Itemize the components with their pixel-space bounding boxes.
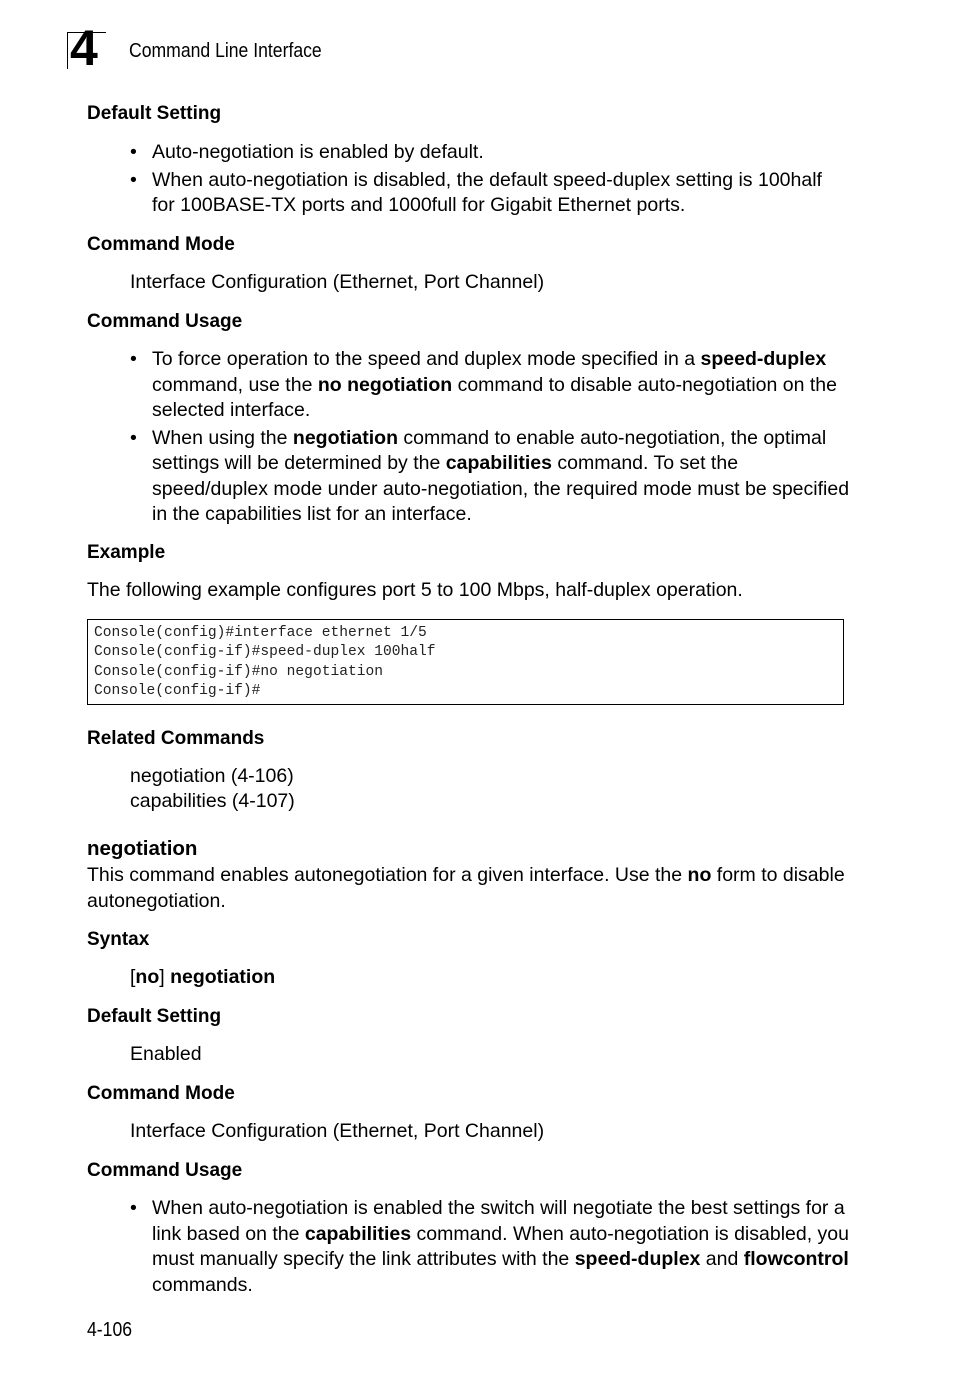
command-usage-heading: Command Usage xyxy=(87,311,243,332)
list-item: • To force operation to the speed and duplex mode specified in a speed-duplex command, use the no negotiation command to disable auto-negotiation on the selected interface. xyxy=(130,348,837,421)
command-name: negotiation xyxy=(292,426,398,449)
command-mode-heading-2: Command Mode xyxy=(87,1083,235,1104)
list-item: • When auto-negotiation is disabled, the default speed-duplex setting is 100half for 100BASE-TX ports and 1000full for Gigabit Ethernet ports. xyxy=(130,168,822,216)
code-line: Console(config-if)#speed-duplex 100half xyxy=(94,644,436,661)
command-mode-text-2: Interface Configuration (Ethernet, Port Channel) xyxy=(130,1120,545,1142)
page-number: 4-106 xyxy=(87,1319,133,1341)
command-name: capabilities xyxy=(304,1222,412,1245)
command-mode-heading: Command Mode xyxy=(87,234,235,255)
chapter-title: Command Line Interface xyxy=(129,40,322,62)
syntax-text: [no] negotiation xyxy=(130,966,276,988)
command-name: no negotiation xyxy=(317,373,453,396)
command-usage-list-2 xyxy=(130,1196,850,1298)
code-example xyxy=(87,619,844,705)
command-name: speed-duplex xyxy=(574,1248,701,1270)
default-setting-heading-2: Default Setting xyxy=(87,1006,222,1027)
related-command-link[interactable]: capabilities (4-107) xyxy=(130,790,295,812)
example-heading: Example xyxy=(87,542,166,563)
list-item: • Auto-negotiation is enabled by default. xyxy=(130,141,484,163)
list-item: • When using the negotiation command to enable auto-negotiation, the optimal settings will be determined by the capabilities command. To set the speed/duplex mode under auto-negotiation, the required mode must be specified in the capabilities list for an interface. xyxy=(130,426,850,525)
code-line: Console(config-if)#no negotiation xyxy=(94,663,384,680)
example-text: The following example configures port 5 to 100 Mbps, half-duplex operation. xyxy=(87,579,743,601)
command-name: capabilities xyxy=(445,452,552,474)
related-commands-heading: Related Commands xyxy=(87,728,265,749)
command-name: flowcontrol xyxy=(743,1248,849,1270)
default-setting-value: Enabled xyxy=(130,1043,202,1065)
default-setting-heading: Default Setting xyxy=(87,103,222,124)
code-line: Console(config)#interface ethernet 1/5 xyxy=(94,625,427,641)
default-setting-list xyxy=(130,140,850,219)
chapter-number: 4 xyxy=(70,20,97,76)
list-item: • When auto-negotiation is enabled the switch will negotiate the best settings for a link based on the capabilities command. When auto-negotiation is disabled, you must manually specify the link attributes with the speed-duplex and flowcontrol commands. xyxy=(130,1197,849,1296)
command-name: speed-duplex xyxy=(700,348,827,370)
command-usage-list xyxy=(130,347,850,528)
command-usage-heading-2: Command Usage xyxy=(87,1160,243,1181)
section-intro: This command enables autonegotiation for a given interface. Use the no form to disable autonegotiation. xyxy=(87,864,845,912)
related-command-link[interactable]: negotiation (4-106) xyxy=(130,765,294,787)
section-title: negotiation xyxy=(87,837,198,860)
code-line: Console(config-if)# xyxy=(94,682,261,699)
command-mode-text: Interface Configuration (Ethernet, Port Channel) xyxy=(130,271,545,293)
syntax-heading: Syntax xyxy=(87,929,150,950)
